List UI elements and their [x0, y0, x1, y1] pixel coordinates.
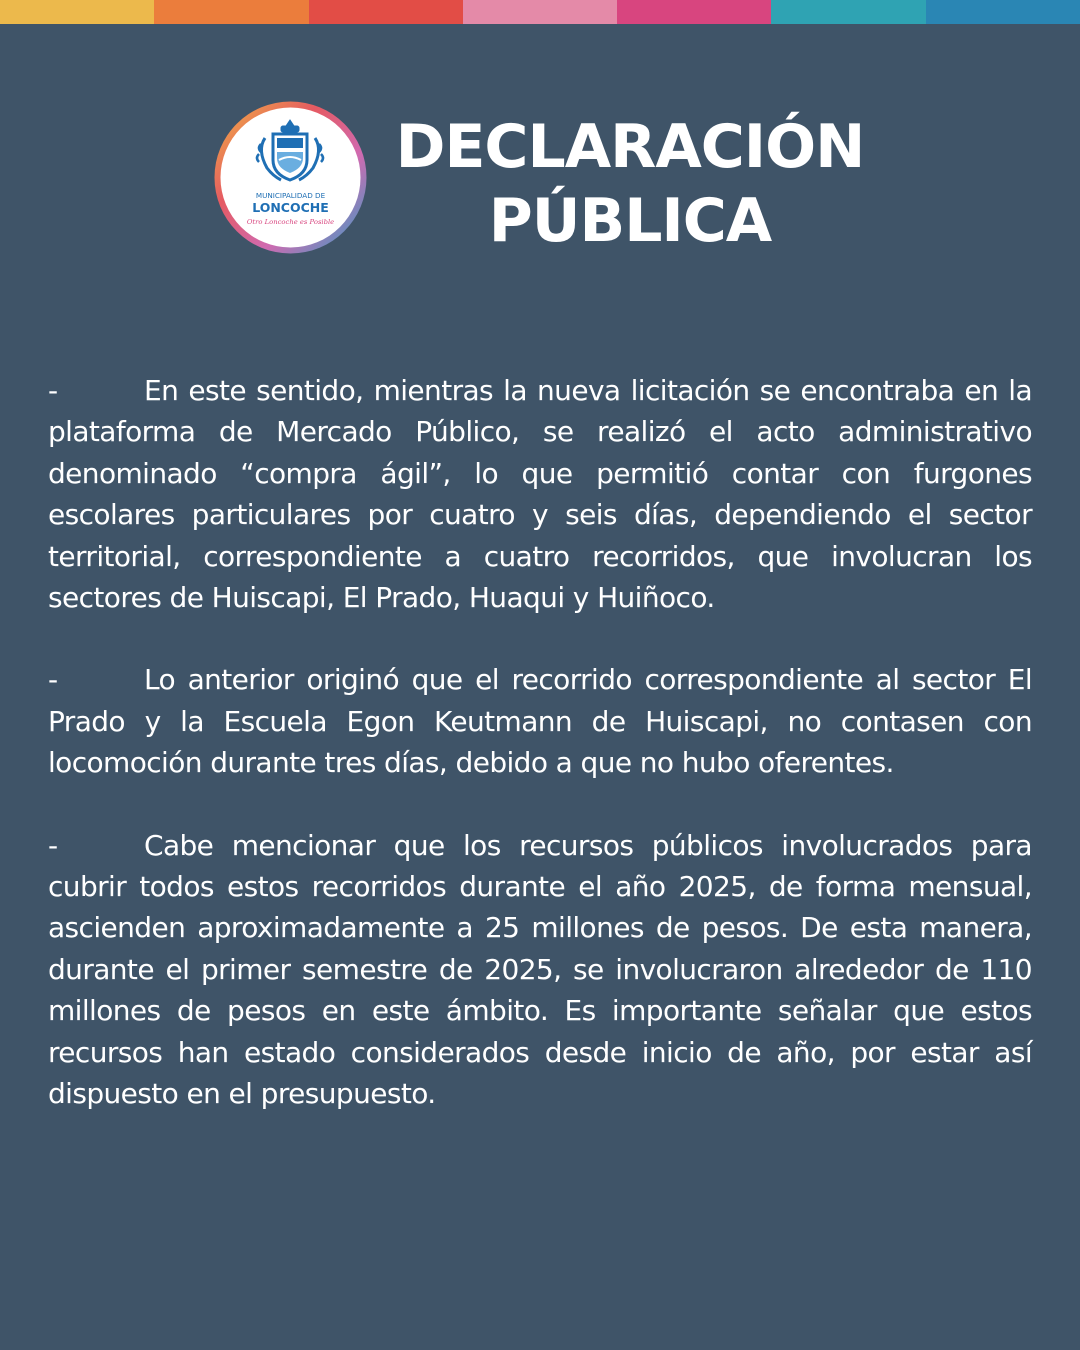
stripe-segment-magenta [617, 0, 771, 24]
bullet-dash: - [48, 828, 58, 862]
statement-paragraph-3 [48, 825, 1032, 1115]
stripe-segment-teal [771, 0, 925, 24]
title-line1: DECLARACIÓN [395, 112, 865, 182]
municipality-logo [213, 100, 368, 255]
stripe-segment-pink [463, 0, 617, 24]
paragraph-text: Cabe mencionar que los recursos públicos involucrados para cubrir todos estos recorridos durante el año 2025, de forma mensual, ascienden aproximadamente a 25 millones de pesos. De esta manera, durante el primer semestre de 2025, se involucraron alrededor de 110 millones de pesos en este ámbito. Es importante señalar que estos recursos han estado considerados desde inicio de año, por estar así dispuesto en el presupuesto. [48, 828, 1032, 1111]
bullet-dash: - [48, 663, 58, 697]
stripe-segment-orange [154, 0, 308, 24]
logo-line2: LONCOCHE [252, 200, 329, 215]
stripe-segment-red [309, 0, 463, 24]
page-title [380, 110, 880, 258]
stripe-segment-yellow [0, 0, 154, 24]
logo-line1: MUNICIPALIDAD DE [255, 191, 326, 200]
header [0, 100, 1080, 255]
top-color-stripe [0, 0, 1080, 24]
bullet-dash: - [48, 374, 58, 407]
stripe-segment-blue [926, 0, 1080, 24]
title-line2: PÚBLICA [488, 186, 772, 256]
logo-tagline: Otro Loncoche es Posible [246, 218, 335, 226]
paragraph-text: En este sentido, mientras la nueva licitación se encontraba en la plataforma de Mercado Público, se realizó el acto administrativo denominado “compra ágil”, lo que permitió contar con furgones escolares particulares por cuatro y seis días, dependiendo el sector territorial, correspondiente a cuatro recorridos, que involucran los sectores de Huiscapi, El Prado, Huaqui y Huiñoco. [48, 374, 1032, 615]
paragraph-text: Lo anterior originó que el recorrido correspondiente al sector El Prado y la Escuela Egon Keutmann de Huiscapi, no contasen con locomoción durante tres días, debido a que no hubo oferentes. [48, 663, 1032, 780]
statement-paragraph-2 [48, 659, 1032, 783]
statement-paragraph-1 [48, 370, 1032, 618]
statement-body [48, 370, 1032, 1156]
